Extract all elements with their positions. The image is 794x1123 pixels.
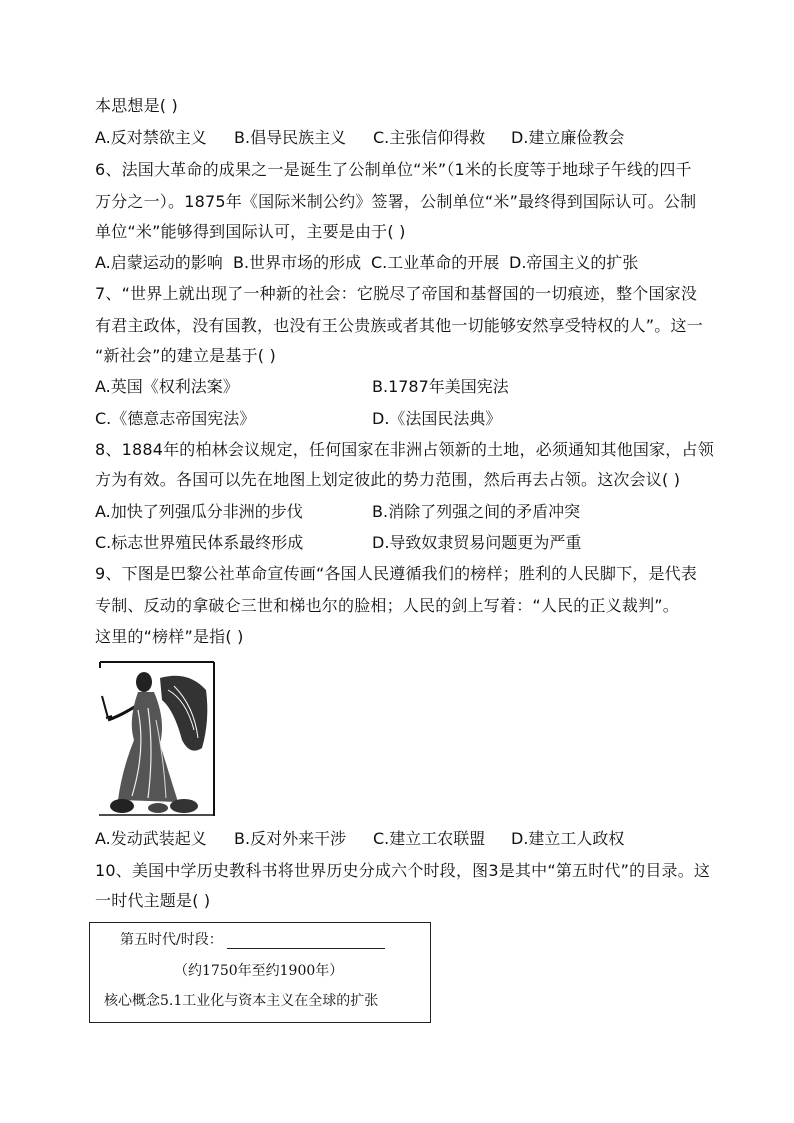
era-title-blank (227, 934, 385, 949)
era-title-label: 第五时代/时段： (120, 932, 223, 948)
q8-stem-line-2: 方为有效。各国可以先在地图上划定彼此的势力范围，然后再去占领。这次会议( ) (95, 470, 681, 489)
q7-stem-line-1: 7、“世界上就出现了一种新的社会：它脱尽了帝国和基督国的一切痕迹，整个国家没 (95, 284, 698, 303)
q9-option-d[interactable]: D.建立工人政权 (511, 829, 625, 848)
q8-option-d[interactable]: D.导致奴隶贸易问题更为严重 (372, 533, 582, 552)
q8-option-c[interactable]: C.标志世界殖民体系最终形成 (95, 533, 304, 552)
paris-commune-poster-image (98, 660, 216, 818)
q6-option-b[interactable]: B.世界市场的形成 (233, 253, 362, 272)
paris-commune-poster-illustration (98, 660, 216, 818)
textbook-contents-box (89, 922, 431, 1023)
q6-stem-line-3: 单位“米”能够得到国际认可，主要是由于( ) (95, 222, 406, 241)
q6-option-c[interactable]: C.工业革命的开展 (371, 253, 500, 272)
q10-stem-line-1: 10、美国中学历史教科书将世界历史分成六个时段，图3是其中“第五时代”的目录。这 (95, 861, 711, 880)
q7-option-a[interactable]: A.英国《权利法案》 (95, 377, 239, 396)
q9-option-b[interactable]: B.反对外来干涉 (234, 829, 347, 848)
q7-option-d[interactable]: D.《法国民法典》 (372, 409, 502, 428)
q9-stem-line-1: 9、下图是巴黎公社革命宣传画“各国人民遵循我们的榜样；胜利的人民脚下，是代表 (95, 564, 698, 583)
q5-option-d[interactable]: D.建立廉俭教会 (511, 128, 625, 147)
q7-option-b[interactable]: B.1787年美国宪法 (372, 377, 509, 396)
era-date-range: （约1750年至约1900年） (174, 963, 344, 979)
q6-stem-line-2: 万分之一）。1875年《国际米制公约》签署，公制单位“米”最终得到国际认可。公制 (95, 192, 697, 211)
q7-stem-line-3: “新社会”的建立是基于( ) (95, 346, 276, 365)
q5-stem-tail: 本思想是( ) (95, 96, 178, 115)
core-concept-line: 核心概念5.1工业化与资本主义在全球的扩张 (104, 993, 379, 1009)
q7-option-c[interactable]: C.《德意志帝国宪法》 (95, 409, 256, 428)
q8-option-a[interactable]: A.加快了列强瓜分非洲的步伐 (95, 502, 303, 521)
q5-option-c[interactable]: C.主张信仰得救 (373, 128, 486, 147)
q9-stem-line-3: 这里的“榜样”是指( ) (95, 627, 244, 646)
q8-option-b[interactable]: B.消除了列强之间的矛盾冲突 (372, 502, 581, 521)
q9-option-c[interactable]: C.建立工农联盟 (373, 829, 486, 848)
era-title-row (120, 931, 385, 949)
q6-stem-line-1: 6、法国大革命的成果之一是诞生了公制单位“米”（1米的长度等于地球子午线的四千 (95, 160, 692, 179)
q7-stem-line-2: 有君主政体，没有国教，也没有王公贵族或者其他一切能够安然享受特权的人”。这一 (95, 316, 703, 335)
q10-stem-line-2: 一时代主题是( ) (95, 891, 211, 910)
q6-option-a[interactable]: A.启蒙运动的影响 (95, 253, 223, 272)
q6-option-d[interactable]: D.帝国主义的扩张 (509, 253, 639, 272)
q5-option-a[interactable]: A.反对禁欲主义 (95, 128, 207, 147)
q8-stem-line-1: 8、1884年的柏林会议规定，任何国家在非洲占领新的土地，必须通知其他国家，占领 (95, 440, 714, 459)
q9-stem-line-2: 专制、反动的拿破仑三世和梯也尔的脸相；人民的剑上写着：“人民的正义裁判”。 (95, 596, 679, 615)
q5-option-b[interactable]: B.倡导民族主义 (234, 128, 347, 147)
q9-option-a[interactable]: A.发动武装起义 (95, 829, 207, 848)
